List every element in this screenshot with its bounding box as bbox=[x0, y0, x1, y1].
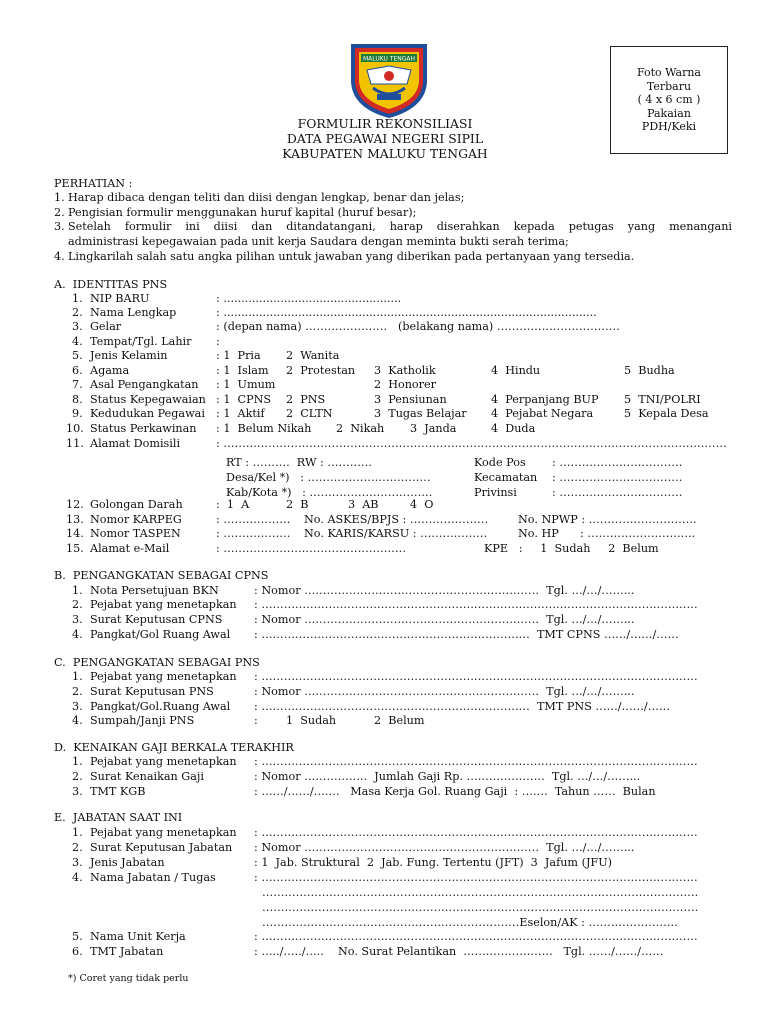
row-number: 3. bbox=[72, 856, 83, 869]
field-label: Status Perkawinan bbox=[90, 422, 197, 435]
field-label: Pejabat yang menetapkan bbox=[90, 826, 237, 839]
field-label: TMT Jabatan bbox=[90, 945, 164, 958]
perhatian-item: Pengisian formulir menggunakan huruf kapital (huruf besar); bbox=[68, 206, 417, 219]
row-number: 5. bbox=[72, 349, 83, 362]
row-number: 3. bbox=[72, 785, 83, 798]
section-e-heading: E. JABATAN SAAT INI bbox=[54, 811, 183, 824]
field-value[interactable]: 2 Nikah bbox=[336, 422, 385, 435]
field-value[interactable]: : .................................................. bbox=[216, 292, 402, 305]
field-label: Alamat e-Mail bbox=[90, 542, 170, 555]
field-label: Nama Unit Kerja bbox=[90, 930, 186, 943]
field-value[interactable]: 4 Perpanjang BUP bbox=[491, 393, 599, 406]
field-label: Pangkat/Gol Ruang Awal bbox=[90, 628, 231, 641]
field-value[interactable]: : 1 Pria bbox=[216, 349, 261, 362]
field-value[interactable]: : …………………………………………. bbox=[216, 542, 406, 555]
field-value[interactable]: 3 Katholik bbox=[374, 364, 436, 377]
field-value[interactable]: : ......................................................................................................... bbox=[216, 306, 597, 319]
section-b-heading: B. PENGANGKATAN SEBAGAI CPNS bbox=[54, 569, 269, 582]
perhatian-num: 3. bbox=[54, 220, 65, 233]
photo-box-line: Foto Warna bbox=[636, 66, 701, 80]
field-value[interactable]: : ……………………………………………………………………………………………………… bbox=[254, 598, 698, 611]
field-value[interactable]: 1 Sudah bbox=[286, 714, 337, 727]
row-number: 1. bbox=[72, 584, 83, 597]
field-value[interactable]: : ……/……/……. Masa Kerja Gol. Ruang Gaji : ……. Tahun …… Bulan bbox=[254, 785, 656, 798]
field-value[interactable]: : Nomor ……………………………………………………… Tgl. …/…/……... bbox=[254, 685, 635, 698]
footnote: *) Coret yang tidak perlu bbox=[68, 973, 189, 984]
row-number: 6. bbox=[72, 945, 83, 958]
field-value[interactable]: : ……………… bbox=[216, 527, 291, 540]
field-value[interactable]: : Nomor ……………………………………………………… Tgl. …/…/……... bbox=[254, 841, 635, 854]
field-label: NIP BARU bbox=[90, 292, 150, 305]
field-label: Surat Kenaikan Gaji bbox=[90, 770, 204, 783]
field-value[interactable]: : ……………………………………………………………………………………………………… bbox=[254, 826, 698, 839]
field-label: Tempat/Tgl. Lahir bbox=[90, 335, 192, 348]
field-value[interactable]: 3 Tugas Belajar bbox=[374, 407, 467, 420]
field-value[interactable]: : ……………………………………………………………………………………………………… bbox=[254, 871, 698, 884]
photo-placeholder-box bbox=[610, 46, 728, 154]
row-number: 10. bbox=[66, 422, 84, 435]
field-value[interactable]: No. KARIS/KARSU : ……………… bbox=[304, 527, 488, 540]
field-value[interactable]: 4 Hindu bbox=[491, 364, 541, 377]
row-number: 11. bbox=[66, 437, 84, 450]
perhatian-item: Harap dibaca dengan teliti dan diisi dengan lengkap, benar dan jelas; bbox=[68, 191, 465, 204]
perhatian-item: administrasi kepegawaian pada unit kerja Saudara dengan meminta bukti serah terima; bbox=[68, 235, 569, 248]
field-value[interactable]: : bbox=[216, 335, 220, 348]
field-value[interactable]: : ……………………………………………………………………………………………………… bbox=[254, 670, 698, 683]
jabatan-extra-line[interactable]: ……………………………………………………………………………………………………… bbox=[262, 886, 699, 899]
field-value[interactable]: 3 Janda bbox=[410, 422, 457, 435]
perhatian-num: 4. bbox=[54, 250, 65, 263]
field-label: Kedudukan Pegawai bbox=[90, 407, 205, 420]
domisili-label: Privinsi bbox=[474, 486, 517, 499]
field-label: Sumpah/Janji PNS bbox=[90, 714, 195, 727]
field-label: Surat Keputusan Jabatan bbox=[90, 841, 233, 854]
field-label: Jenis Jabatan bbox=[90, 856, 165, 869]
row-number: 4. bbox=[72, 628, 83, 641]
field-label: Nomor TASPEN bbox=[90, 527, 181, 540]
field-value[interactable]: : 1 Jab. Struktural 2 Jab. Fung. Tertentu (JFT) 3 Jafum (JFU) bbox=[254, 856, 612, 869]
field-label: Pejabat yang menetapkan bbox=[90, 755, 237, 768]
row-number: 1. bbox=[72, 292, 83, 305]
row-number: 4. bbox=[72, 335, 83, 348]
field-label: Nota Persetujuan BKN bbox=[90, 584, 219, 597]
field-value[interactable]: : ……………… bbox=[216, 513, 291, 526]
field-value[interactable]: 2 Protestan bbox=[286, 364, 356, 377]
field-value[interactable]: : 1 Islam bbox=[216, 364, 269, 377]
perhatian-num: 1. bbox=[54, 191, 65, 204]
field-value[interactable]: 2 B bbox=[286, 498, 309, 511]
field-label: Nomor KARPEG bbox=[90, 513, 182, 526]
photo-box-line: Pakaian bbox=[647, 106, 691, 120]
field-value[interactable]: 5 Kepala Desa bbox=[624, 407, 709, 420]
field-value[interactable]: : 1 Umum bbox=[216, 378, 276, 391]
row-number: 2. bbox=[72, 306, 83, 319]
field-value[interactable]: : ……………………………………………………………………………………………………… bbox=[254, 755, 698, 768]
field-value[interactable]: No. NPWP : ……………………….. bbox=[518, 513, 697, 526]
field-value[interactable]: No. ASKES/BPJS : ………………… bbox=[304, 513, 489, 526]
field-label: Agama bbox=[90, 364, 130, 377]
field-value[interactable]: 4 O bbox=[410, 498, 434, 511]
field-value[interactable]: 2 Honorer bbox=[374, 378, 436, 391]
kabupaten-crest-logo bbox=[347, 40, 431, 118]
row-number: 3. bbox=[72, 320, 83, 333]
field-label: Asal Pengangkatan bbox=[90, 378, 199, 391]
field-value[interactable]: : ……………………………………………………………………………………………………………………… bbox=[216, 437, 727, 450]
row-number: 13. bbox=[66, 513, 84, 526]
row-number: 7. bbox=[72, 378, 83, 391]
field-label: TMT KGB bbox=[90, 785, 146, 798]
row-number: 4. bbox=[72, 871, 83, 884]
field-value[interactable]: 5 TNI/POLRI bbox=[624, 393, 701, 406]
jabatan-extra-line[interactable]: ……………………………………………………………………………………………………… bbox=[262, 901, 699, 914]
row-number: 5. bbox=[72, 930, 83, 943]
perhatian-heading: PERHATIAN : bbox=[54, 177, 133, 190]
photo-box-line: PDH/Keki bbox=[641, 120, 697, 134]
row-number: 4. bbox=[72, 714, 83, 727]
field-value[interactable]: 2 PNS bbox=[286, 393, 326, 406]
field-label: Gelar bbox=[90, 320, 122, 333]
row-number: 2. bbox=[72, 685, 83, 698]
field-value[interactable]: (belakang nama) …………………………… bbox=[398, 320, 620, 333]
domisili-field[interactable]: : …………………………… bbox=[552, 486, 683, 499]
form-title-line: DATA PEGAWAI NEGERI SIPIL bbox=[286, 131, 484, 147]
field-value[interactable]: : Nomor …………….. Jumlah Gaji Rp. ………………… Tgl. …/…/……... bbox=[254, 770, 641, 783]
field-value[interactable]: : 1 A bbox=[216, 498, 250, 511]
field-value[interactable]: : Nomor ……………………………………………………… Tgl. …/…/……... bbox=[254, 584, 635, 597]
row-number: 15. bbox=[66, 542, 84, 555]
field-value[interactable]: No. HP : ……………………….. bbox=[518, 527, 696, 540]
domisili-label: Kecamatan bbox=[474, 471, 538, 484]
field-label: Surat Keputusan CPNS bbox=[90, 613, 223, 626]
perhatian-item: Setelah formulir ini diisi dan ditandatangani, harap diserahkan kepada petugas yang menangani bbox=[68, 220, 732, 233]
row-number: 3. bbox=[72, 700, 83, 713]
field-value[interactable]: : Nomor ……………………………………………………… Tgl. …/…/……... bbox=[254, 613, 635, 626]
row-number: 12. bbox=[66, 498, 84, 511]
field-value[interactable]: : 1 CPNS bbox=[216, 393, 272, 406]
perhatian-num: 2. bbox=[54, 206, 65, 219]
field-value[interactable]: : 1 Aktif bbox=[216, 407, 265, 420]
field-value[interactable]: 4 Pejabat Negara bbox=[491, 407, 594, 420]
row-number: 1. bbox=[72, 670, 83, 683]
field-label: Nama Jabatan / Tugas bbox=[90, 871, 216, 884]
field-value[interactable]: : ……………………………………………………………… TMT CPNS ……/……/…… bbox=[254, 628, 679, 641]
domisili-field[interactable]: : …………………………… bbox=[552, 456, 683, 469]
field-value[interactable]: : ……………………………………………………………………………………………………… bbox=[254, 930, 698, 943]
field-value[interactable]: : …../…../….. No. Surat Pelantikan …………………… Tgl. ……/……/…… bbox=[254, 945, 664, 958]
field-value[interactable]: 3 Pensiunan bbox=[374, 393, 447, 406]
row-number: 8. bbox=[72, 393, 83, 406]
field-value[interactable]: 2 CLTN bbox=[286, 407, 333, 420]
form-title-line: KABUPATEN MALUKU TENGAH bbox=[282, 146, 488, 162]
row-number: 2. bbox=[72, 598, 83, 611]
field-label: Surat Keputusan PNS bbox=[90, 685, 214, 698]
field-value[interactable]: 5 Budha bbox=[624, 364, 675, 377]
row-number: 14. bbox=[66, 527, 84, 540]
field-value[interactable]: : ……………………………………………………………… TMT PNS ……/……/…… bbox=[254, 700, 671, 713]
row-number: 1. bbox=[72, 755, 83, 768]
row-number: 2. bbox=[72, 770, 83, 783]
field-label: Golongan Darah bbox=[90, 498, 183, 511]
section-d-heading: D. KENAIKAN GAJI BERKALA TERAKHIR bbox=[54, 741, 294, 754]
field-label: Status Kepegawaian bbox=[90, 393, 206, 406]
field-value[interactable]: : bbox=[254, 714, 258, 727]
field-value[interactable]: 2 Wanita bbox=[286, 349, 340, 362]
svg-text:MALUKU TENGAH: MALUKU TENGAH bbox=[363, 55, 415, 63]
row-number: 2. bbox=[72, 841, 83, 854]
jabatan-extra-line[interactable]: ……………………………………………………………Eselon/AK : …………………… bbox=[262, 916, 678, 929]
field-label: Alamat Domisili bbox=[90, 437, 181, 450]
photo-box-line: Terbaru bbox=[646, 79, 692, 93]
field-value[interactable]: 2 Belum bbox=[374, 714, 425, 727]
photo-box-line: ( 4 x 6 cm ) bbox=[637, 93, 701, 107]
domisili-field[interactable]: Desa/Kel *) : …………………………… bbox=[226, 471, 431, 484]
domisili-field[interactable]: : …………………………… bbox=[552, 471, 683, 484]
perhatian-item: Lingkarilah salah satu angka pilihan untuk jawaban yang diberikan pada pertanyaan yang tersedia. bbox=[68, 250, 635, 263]
section-a-heading: A. IDENTITAS PNS bbox=[54, 278, 168, 291]
form-title bbox=[220, 116, 550, 162]
field-value[interactable]: : 1 Belum Nikah bbox=[216, 422, 312, 435]
field-label: Nama Lengkap bbox=[90, 306, 177, 319]
domisili-field[interactable]: Kab/Kota *) : …………………………… bbox=[226, 486, 433, 499]
domisili-label: Kode Pos bbox=[474, 456, 526, 469]
row-number: 1. bbox=[72, 826, 83, 839]
row-number: 9. bbox=[72, 407, 83, 420]
section-c-heading: C. PENGANGKATAN SEBAGAI PNS bbox=[54, 656, 260, 669]
row-number: 6. bbox=[72, 364, 83, 377]
field-value[interactable]: KPE : 1 Sudah 2 Belum bbox=[484, 542, 659, 555]
field-value[interactable]: 4 Duda bbox=[491, 422, 536, 435]
row-number: 3. bbox=[72, 613, 83, 626]
domisili-field[interactable]: RT : ………. RW : ………… bbox=[226, 456, 373, 469]
field-value[interactable]: : (depan nama) …………………. bbox=[216, 320, 388, 333]
field-value[interactable]: 3 AB bbox=[348, 498, 379, 511]
field-label: Jenis Kelamin bbox=[90, 349, 168, 362]
field-label: Pejabat yang menetapkan bbox=[90, 598, 237, 611]
field-label: Pejabat yang menetapkan bbox=[90, 670, 237, 683]
form-title-line: FORMULIR REKONSILIASI bbox=[297, 116, 473, 131]
field-label: Pangkat/Gol.Ruang Awal bbox=[90, 700, 231, 713]
